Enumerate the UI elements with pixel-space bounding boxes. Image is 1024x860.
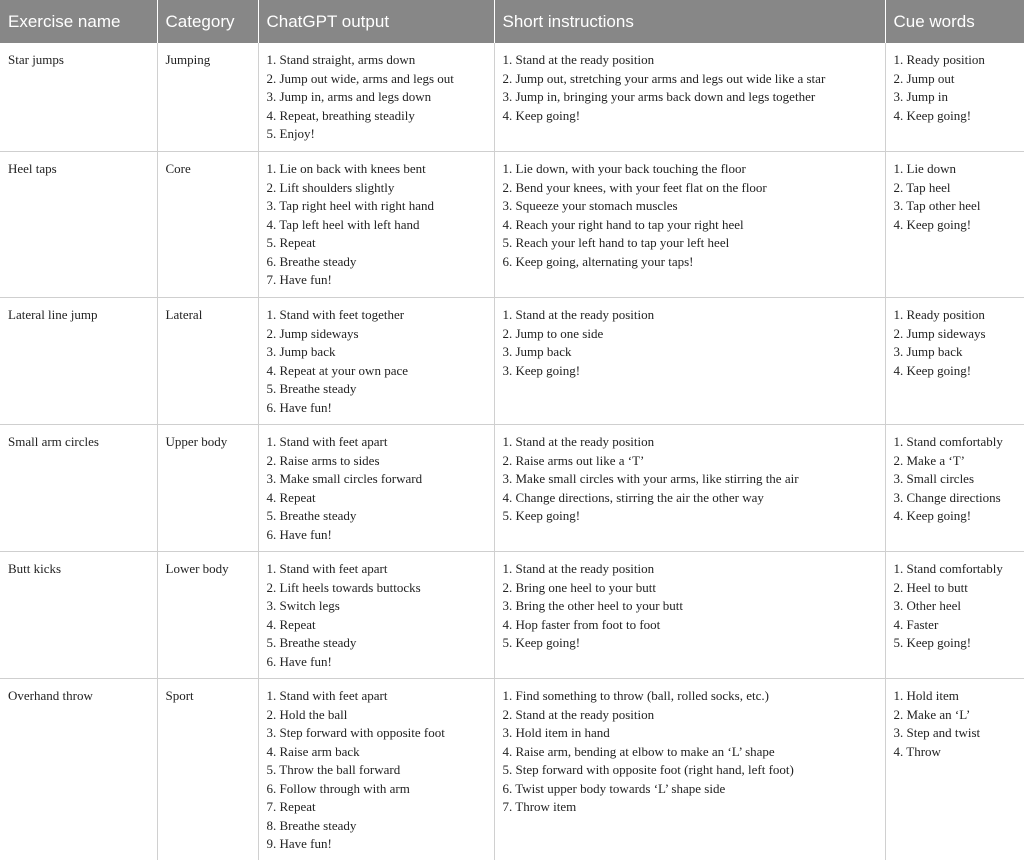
instruction-step: 3. Keep going!: [502, 362, 581, 378]
chatgpt-step: 1. Stand with feet together: [266, 307, 405, 322]
chatgpt-step: 1. Stand straight, arms down: [266, 52, 416, 67]
instruction-step: 2. Stand at the ready position: [502, 706, 655, 722]
table-row: [0, 298, 1024, 425]
cue-words-cell: [885, 425, 1024, 552]
chatgpt-output-cell: [258, 298, 494, 425]
short-instructions-cell: [494, 298, 885, 425]
short-instructions-cell: [494, 43, 885, 152]
cue-word: 1. Stand comfortably: [893, 561, 1003, 576]
chatgpt-step: 1. Stand with feet apart: [266, 688, 388, 703]
chatgpt-step: 3. Make small circles forward: [266, 471, 423, 486]
table-row: [0, 152, 1024, 298]
chatgpt-step: 5. Breathe steady: [266, 381, 357, 396]
instruction-step: 3. Hold item in hand: [502, 725, 610, 740]
cue-word: 3. Other heel: [893, 598, 962, 613]
chatgpt-step: 9. Have fun!: [266, 836, 332, 851]
chatgpt-step: 4. Repeat: [266, 489, 316, 505]
chatgpt-output-cell: [258, 43, 494, 152]
instruction-step: 1. Lie down, with your back touching the floor: [502, 161, 746, 176]
chatgpt-step: 7. Have fun!: [266, 272, 332, 287]
instruction-step: 1. Stand at the ready position: [502, 52, 655, 67]
chatgpt-step: 2. Jump out wide, arms and legs out: [266, 70, 454, 86]
cue-word: 1. Ready position: [893, 52, 985, 67]
category-cell: Core: [157, 152, 258, 298]
cue-word: 2. Make a ‘T’: [893, 452, 965, 468]
instruction-step: 3. Make small circles with your arms, like stirring the air: [502, 471, 799, 486]
category-cell: Jumping: [157, 43, 258, 152]
cue-words-cell: [885, 552, 1024, 679]
instruction-step: 4. Reach your right hand to tap your right heel: [502, 216, 744, 232]
chatgpt-step: 6. Breathe steady: [266, 253, 357, 269]
instruction-step: 2. Bring one heel to your butt: [502, 579, 656, 595]
chatgpt-step: 5. Enjoy!: [266, 126, 315, 141]
category-cell: Lateral: [157, 298, 258, 425]
chatgpt-output-cell: [258, 552, 494, 679]
chatgpt-step: 1. Stand with feet apart: [266, 561, 388, 576]
header-category: Category: [157, 0, 258, 43]
cue-word: 1. Hold item: [893, 688, 959, 703]
chatgpt-step: 1. Lie on back with knees bent: [266, 161, 426, 176]
header-cue-words: Cue words: [885, 0, 1024, 43]
chatgpt-step: 6. Have fun!: [266, 526, 332, 542]
cue-word: 2. Jump out: [893, 70, 955, 86]
chatgpt-step: 4. Raise arm back: [266, 743, 360, 759]
cue-words-cell: [885, 43, 1024, 152]
short-instructions-cell: [494, 552, 885, 679]
category-cell: Sport: [157, 679, 258, 860]
cue-word: 3. Jump back: [893, 344, 963, 359]
chatgpt-step: 4. Repeat at your own pace: [266, 362, 409, 378]
cue-word: 2. Jump sideways: [893, 325, 986, 341]
table-row: [0, 43, 1024, 152]
cue-word: 2. Tap heel: [893, 179, 951, 195]
instruction-step: 2. Bend your knees, with your feet flat on the floor: [502, 179, 767, 195]
instruction-step: 4. Change directions, stirring the air the other way: [502, 489, 764, 505]
chatgpt-step: 1. Stand with feet apart: [266, 434, 388, 449]
exercise-name-cell: Small arm circles: [0, 425, 157, 552]
cue-word: 2. Heel to butt: [893, 579, 968, 595]
cue-word: 1. Stand comfortably: [893, 434, 1003, 449]
short-instructions-cell: [494, 152, 885, 298]
chatgpt-step: 4. Repeat, breathing steadily: [266, 107, 415, 123]
instruction-step: 1. Stand at the ready position: [502, 561, 655, 576]
chatgpt-output-cell: [258, 679, 494, 860]
header-chatgpt-output: ChatGPT output: [258, 0, 494, 43]
instruction-step: 5. Keep going!: [502, 508, 581, 523]
instruction-step: 3. Squeeze your stomach muscles: [502, 198, 678, 213]
cue-word: 4. Throw: [893, 743, 941, 759]
instruction-step: 3. Jump back: [502, 344, 572, 359]
instruction-step: 4. Hop faster from foot to foot: [502, 616, 661, 632]
category-cell: Lower body: [157, 552, 258, 679]
cue-word: 2. Make an ‘L’: [893, 706, 971, 722]
exercise-name-cell: Overhand throw: [0, 679, 157, 860]
cue-words-cell: [885, 298, 1024, 425]
table-row: [0, 552, 1024, 679]
instruction-step: 5. Step forward with opposite foot (right hand, left foot): [502, 762, 794, 777]
instruction-step: 2. Jump out, stretching your arms and legs out wide like a star: [502, 70, 826, 86]
chatgpt-step: 7. Repeat: [266, 799, 316, 814]
cue-word: 3. Small circles: [893, 471, 975, 486]
instruction-step: 3. Jump in, bringing your arms back down and legs together: [502, 89, 816, 104]
cue-word: 4. Faster: [893, 616, 939, 632]
chatgpt-step: 5. Repeat: [266, 235, 316, 250]
instruction-step: 3. Bring the other heel to your butt: [502, 598, 684, 613]
header-short-instructions: Short instructions: [494, 0, 885, 43]
chatgpt-step: 6. Have fun!: [266, 653, 332, 669]
chatgpt-step: 6. Have fun!: [266, 399, 332, 415]
instruction-step: 5. Keep going!: [502, 635, 581, 650]
instruction-step: 1. Stand at the ready position: [502, 307, 655, 322]
chatgpt-step: 6. Follow through with arm: [266, 780, 410, 796]
chatgpt-step: 8. Breathe steady: [266, 817, 357, 833]
cue-word: 5. Keep going!: [893, 635, 972, 650]
instruction-step: 4. Keep going!: [502, 107, 581, 123]
header-row: [0, 0, 1024, 43]
exercise-name-cell: Butt kicks: [0, 552, 157, 679]
instruction-step: 6. Twist upper body towards ‘L’ shape side: [502, 780, 726, 796]
chatgpt-step: 2. Raise arms to sides: [266, 452, 380, 468]
instruction-step: 4. Raise arm, bending at elbow to make an ‘L’ shape: [502, 743, 775, 759]
chatgpt-step: 4. Repeat: [266, 616, 316, 632]
cue-word: 4. Keep going!: [893, 107, 972, 123]
instruction-step: 2. Raise arms out like a ‘T’: [502, 452, 645, 468]
exercise-name-cell: Heel taps: [0, 152, 157, 298]
chatgpt-output-cell: [258, 425, 494, 552]
chatgpt-step: 2. Lift shoulders slightly: [266, 179, 395, 195]
instruction-step: 1. Find something to throw (ball, rolled socks, etc.): [502, 688, 769, 703]
cue-word: 4. Keep going!: [893, 508, 972, 523]
chatgpt-output-cell: [258, 152, 494, 298]
instruction-step: 6. Keep going, alternating your taps!: [502, 253, 694, 269]
cue-word: 3. Step and twist: [893, 725, 981, 740]
chatgpt-step: 4. Tap left heel with left hand: [266, 216, 420, 232]
cue-word: 3. Change directions: [893, 489, 1001, 505]
short-instructions-cell: [494, 425, 885, 552]
short-instructions-cell: [494, 679, 885, 860]
cue-word: 4. Keep going!: [893, 362, 972, 378]
cue-word: 3. Tap other heel: [893, 198, 981, 213]
header-exercise-name: Exercise name: [0, 0, 157, 43]
exercise-name-cell: Star jumps: [0, 43, 157, 152]
cue-word: 1. Lie down: [893, 161, 956, 176]
category-cell: Upper body: [157, 425, 258, 552]
cue-word: 3. Jump in: [893, 89, 949, 104]
table-row: [0, 679, 1024, 860]
chatgpt-step: 2. Lift heels towards buttocks: [266, 579, 421, 595]
chatgpt-step: 2. Jump sideways: [266, 325, 359, 341]
instruction-step: 2. Jump to one side: [502, 325, 604, 341]
chatgpt-step: 5. Breathe steady: [266, 635, 357, 650]
instruction-step: 7. Throw item: [502, 799, 577, 814]
cue-words-cell: [885, 679, 1024, 860]
chatgpt-step: 3. Jump back: [266, 344, 336, 359]
table-row: [0, 425, 1024, 552]
chatgpt-step: 5. Throw the ball forward: [266, 762, 401, 777]
cue-words-cell: [885, 152, 1024, 298]
chatgpt-step: 3. Step forward with opposite foot: [266, 725, 445, 740]
instruction-step: 1. Stand at the ready position: [502, 434, 655, 449]
exercise-name-cell: Lateral line jump: [0, 298, 157, 425]
chatgpt-step: 3. Tap right heel with right hand: [266, 198, 434, 213]
chatgpt-step: 5. Breathe steady: [266, 508, 357, 523]
chatgpt-step: 3. Switch legs: [266, 598, 340, 613]
chatgpt-step: 2. Hold the ball: [266, 706, 348, 722]
cue-word: 1. Ready position: [893, 307, 985, 322]
cue-word: 4. Keep going!: [893, 216, 972, 232]
instruction-step: 5. Reach your left hand to tap your left heel: [502, 235, 730, 250]
chatgpt-step: 3. Jump in, arms and legs down: [266, 89, 432, 104]
